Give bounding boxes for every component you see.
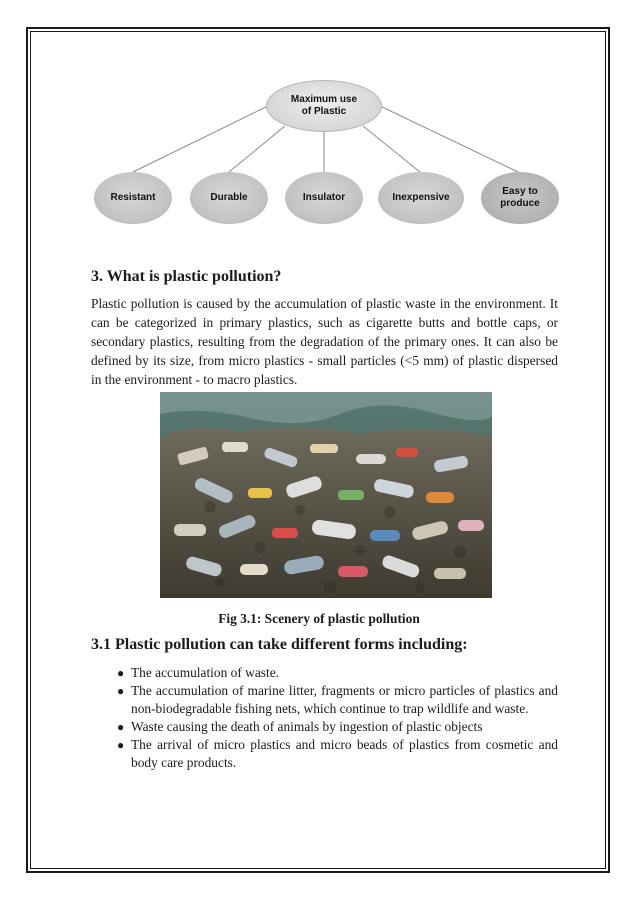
connector-durable — [229, 126, 285, 172]
pollution-forms-list — [91, 664, 558, 772]
list-item-text: The accumulation of waste. — [131, 665, 279, 680]
list-item — [91, 664, 558, 682]
diagram-leaf-label: Easy to produce — [500, 185, 540, 209]
diagram-leaf-label: Insulator — [302, 191, 346, 203]
list-item — [91, 682, 558, 718]
connector-easy-to-produce — [380, 106, 518, 172]
list-item — [91, 736, 558, 772]
diagram-node-resistant — [94, 172, 172, 224]
section-3-1-heading: 3.1 Plastic pollution can take different forms including: — [91, 636, 468, 653]
diagram-leaf-label: Durable — [210, 191, 248, 203]
list-item-text: The arrival of micro plastics and micro beads of plastics from cosmetic and body care products. — [131, 737, 558, 770]
list-item-text: Waste causing the death of animals by ingestion of plastic objects — [131, 719, 483, 734]
bullet-icon: ● — [117, 720, 125, 734]
diagram-node-inexpensive — [378, 172, 464, 224]
bullet-icon: ● — [117, 738, 125, 752]
plastic-uses-diagram — [0, 0, 638, 240]
connector-resistant — [133, 106, 268, 172]
diagram-leaf-label: Resistant — [110, 191, 156, 203]
list-item — [91, 718, 558, 736]
diagram-root-label: Maximum use of Plastic — [290, 93, 358, 117]
diagram-node-durable — [190, 172, 268, 224]
diagram-leaf-label: Inexpensive — [392, 191, 450, 203]
diagram-root-node — [266, 80, 382, 132]
section-3-paragraph: Plastic pollution is caused by the accumulation of plastic waste in the environment. It can be categorized in primary plastics, such as cigarette butts and bottle caps, or secondary plastics, resulting from the degradation of the primary ones. It can also be defined by its size, from micro plastics - small particles (<5 mm) of plastic dispersed in the environment - to macro plastics. — [91, 296, 558, 387]
diagram-node-easy-to-produce — [481, 172, 559, 224]
diagram-node-insulator — [285, 172, 363, 224]
bullet-icon: ● — [117, 684, 125, 698]
section-3-heading: 3. What is plastic pollution? — [91, 268, 282, 285]
figure-caption: Fig 3.1: Scenery of plastic pollution — [218, 611, 420, 626]
plastic-pollution-illustration — [160, 392, 492, 598]
list-item-text: The accumulation of marine litter, fragments or micro particles of plastics and non-biodegradable fishing nets, which continue to trap wildlife and waste. — [131, 683, 558, 716]
connector-inexpensive — [363, 126, 420, 172]
bullet-icon: ● — [117, 666, 125, 680]
plastic-pollution-photo — [160, 392, 492, 598]
